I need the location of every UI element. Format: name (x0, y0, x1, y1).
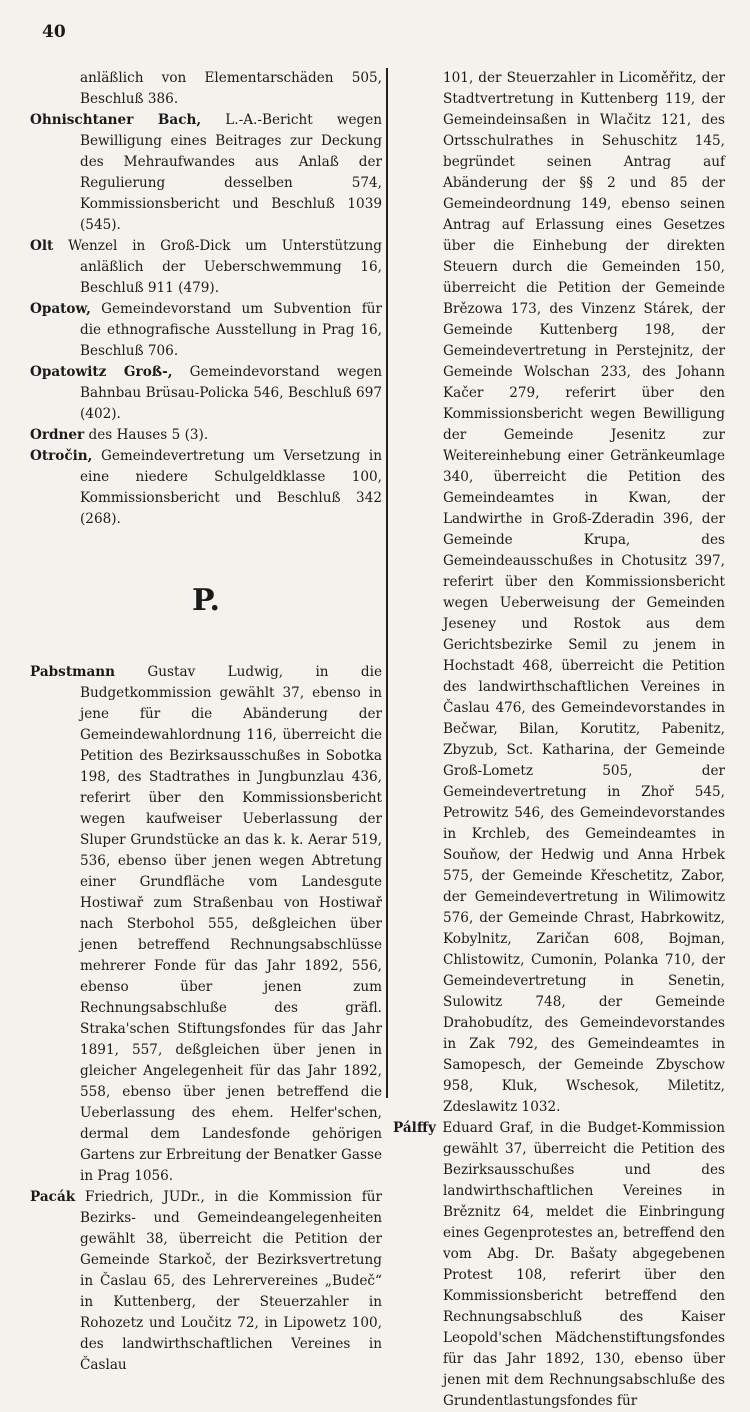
index-entry (30, 446, 382, 530)
entry-text: Gemeindevorstand wegen Bahnbau Brüsau-Policka 546, Beschluß 697 (402). (80, 364, 383, 422)
right-column (393, 68, 725, 1412)
entry-name: Otročin, (30, 448, 93, 464)
section-letter: P. (191, 583, 221, 618)
entry-text: 101, der Steuerzahler in Licoměřitz, der Stadtvertretung in Kuttenberg 119, der Gemeindeinsaßen in Wlačitz 121, des Ortsschulrathes in Sehuschitz 145, begründet seinen Antrag auf Abänderung der §§ 2 und 85 der Gemeindeordnung 149, ebenso seinen Antrag auf Erlassung eines Gesetzes über die Einhebung der direkten Steuern durch die Gemeinden 150, überreicht die Petition der Gemeinde Brězowa 173, des Vinzenz Stárek, der Gemeinde Kuttenberg 198, der Gemeindevertretung in Perstejnitz, der Gemeinde Wolschan 233, des Johann Kačer 279, referirt über den Kommissionsbericht wegen Bewilligung der Gemeinde Jesenitz zur Weitereinhebung einer Getränkeumlage 340, überreicht die Petition des Gemeindeamtes in Kwan, der Landwirthe in Groß-Zderadin 396, der Gemeinde Krupa, des Gemeindeausschußes in Chotusitz 397, referirt über den Kommissionsbericht wegen Ueberweisung der Gemeinden Jeseney und Rostok aus dem Gerichtsbezirke Semil zu jenem in Hochstadt 468, überreicht die Petition des landwirthschaftlichen Vereines in Časlau 476, des Gemeindevorstandes in Bečwar, Bilan, Korutitz, Pabenitz, Zbyzub, Sct. Katharina, der Gemeinde Groß-Lometz 505, der Gemeindevertretung in Zhoř 545, Petrowitz 546, des Gemeindevorstandes in Krchleb, des Gemeindeamtes in Souňow, der Hedwig und Anna Hrbek 575, der Gemeinde Křeschetitz, Zabor, der Gemeindevertretung in Wilimowitz 576, der Gemeinde Chrast, Habrkowitz, Kobylnitz, Zaričan 608, Bojman, Chlistowitz, Cumonin, Polanka 710, der Gemeindevertretung in Senetin, Sulowitz 748, der Gemeinde Drahobudítz, des Gemeindevorstandes in Zak 792, des Gemeindeamtes in Samopesch, der Gemeinde Zbyschow 958, Kluk, Wschesok, Miletitz, Zdeslawitz 1032. (443, 70, 725, 1115)
index-entry (393, 68, 725, 1118)
entry-name: Pabstmann (30, 664, 116, 680)
entry-name: Opatowitz Groß-, (30, 364, 173, 380)
entry-text: Gemeindevertretung um Versetzung in eine niedere Schulgeldklasse 100, Kommissionsbericht und Beschluß 342 (268). (80, 448, 382, 527)
index-entry (30, 362, 382, 425)
index-entry (30, 662, 382, 1187)
entry-text: Eduard Graf, in die Budget-Kommission gewählt 37, überreicht die Petition des Bezirksausschußes und des landwirthschaftlichen Vereines in Brěznitz 64, meldet die Einbringung eines Gegenprotestes an, betreffend den vom Abg. Dr. Bašaty abgegebenen Protest 108, referirt über den Kommissionsbericht betreffend den Rechnungsabschluß des Kaiser Leopold'schen Mädchenstiftungsfondes für das Jahr 1892, 130, ebenso über jenen mit dem Rechnungsabschluße des Grundentlastungsfondes für (442, 1120, 725, 1409)
entry-text: Friedrich, JUDr., in die Kommission für Bezirks- und Gemeindeangelegenheiten gewählt 38, überreicht die Petition der Gemeinde Starkoč, der Bezirksvertretung in Časlau 65, des Lehrervereines „Budeč“ in Kuttenberg, der Steuerzahler in Rohozetz und Loučitz 72, in Lipowetz 100, des landwirthschaftlichen Vereines in Časlau (80, 1189, 382, 1373)
index-entry (30, 425, 382, 446)
entry-name: Opatow, (30, 301, 91, 317)
entry-name: Ohnischtaner Bach, (30, 112, 202, 128)
entry-text: Gustav Ludwig, in die Budgetkommission gewählt 37, ebenso in jene für die Abänderung der Gemeindewahlordnung 116, überreicht die Petition des Bezirksausschußes in Sobotka 198, des Stadtrathes in Jungbunzlau 436, referirt über den Kommissionsbericht wegen kaufweiser Ueberlassung der Sluper Grundstücke an das k. k. Aerar 519, 536, ebenso über jenen wegen Abtretung einer Grundfläche vom Landesgute Hostiwař zum Straßenbau von Hostiwař nach Sterbohol 555, deßgleichen über jenen betreffend Rechnungsabschlüsse mehrerer Fonde für das Jahr 1892, 556, ebenso über jenen zum Rechnungsabschluße des gräfl. Straka'schen Stiftungsfondes für das Jahr 1891, 557, deßgleichen über jenen in gleicher Angelegenheit für das Jahr 1892, 558, ebenso über jenen betreffend die Ueberlassung des ehem. Helfer'schen, dermal dem Landesfonde gehörigen Gartens zur Erbreitung der Benatker Gasse in Prag 1056. (80, 664, 382, 1184)
entry-name: Olt (30, 238, 54, 254)
entry-name: Ordner (30, 427, 85, 443)
left-entries-after (30, 662, 382, 1376)
index-entry (393, 1118, 725, 1412)
entry-text: Gemeindevorstand um Subvention für die ethnografische Ausstellung in Prag 16, Beschluß 706. (80, 301, 382, 359)
entry-text: anläßlich von Elementarschäden 505, Beschluß 386. (80, 70, 382, 107)
entry-name: Pacák (30, 1189, 76, 1205)
index-entry (30, 1187, 382, 1376)
index-entry (30, 299, 382, 362)
entry-text: L.-A.-Bericht wegen Bewilligung eines Beitrages zur Deckung des Mehraufwandes aus Anlaß der Regulierung desselben 574, Kommissionsbericht und Beschluß 1039 (545). (80, 112, 382, 233)
left-entries-before (30, 68, 382, 530)
page-number: 40 (42, 22, 66, 42)
entry-text: des Hauses 5 (3). (88, 427, 209, 443)
left-column (30, 68, 382, 1376)
index-entry (30, 236, 382, 299)
entry-text: Wenzel in Groß-Dick um Unterstützung anläßlich der Ueberschwemmung 16, Beschluß 911 (479). (68, 238, 382, 296)
index-entry (30, 110, 382, 236)
entry-name: Pálffy (393, 1120, 436, 1136)
index-entry (30, 68, 382, 110)
column-divider (386, 68, 388, 1098)
right-entries (393, 68, 725, 1412)
